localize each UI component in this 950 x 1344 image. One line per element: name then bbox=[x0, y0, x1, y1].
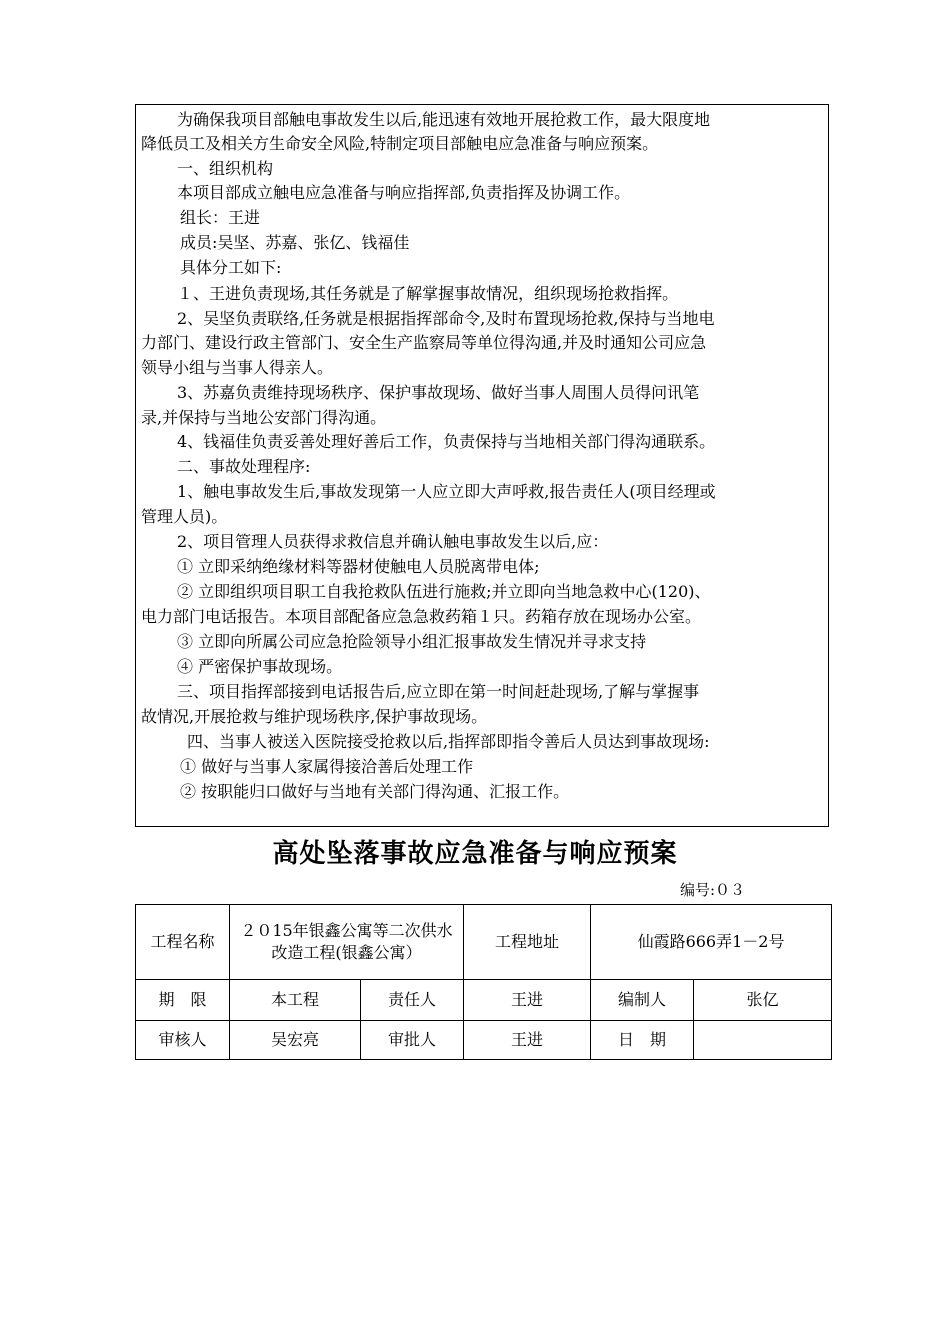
period-value: 本工程 bbox=[230, 980, 361, 1021]
body-line: ① 立即采纳绝缘材料等器材使触电人员脱离带电体; bbox=[177, 557, 540, 576]
body-line: 电力部门电话报告。本项目部配备应急急救药箱１只。药箱存放在现场办公室。 bbox=[141, 607, 702, 626]
body-line: １、王进负责现场,其任务就是了解掌握事故情况，组织现场抢救指挥。 bbox=[177, 284, 679, 303]
body-line: ③ 立即向所属公司应急抢险领导小组汇报事故发生情况并寻求支持 bbox=[177, 632, 647, 651]
reviewer-label: 审核人 bbox=[136, 1021, 230, 1060]
document-code: 编号:０３ bbox=[680, 881, 746, 899]
project-name-label: 工程名称 bbox=[136, 905, 230, 980]
date-label: 日 期 bbox=[591, 1021, 694, 1060]
table-row bbox=[136, 980, 832, 1021]
reviewer-value: 吴宏亮 bbox=[230, 1021, 361, 1060]
body-line: 成员:吴坚、苏嘉、张亿、钱福佳 bbox=[180, 233, 410, 252]
responsible-value: 王进 bbox=[464, 980, 591, 1021]
body-line: 3、苏嘉负责维持现场秩序、保护事故现场、做好当事人周围人员得问讯笔 bbox=[177, 383, 700, 402]
body-line: ② 按职能归口做好与当地有关部门得沟通、汇报工作。 bbox=[180, 782, 570, 801]
body-line: 具体分工如下: bbox=[180, 258, 282, 277]
body-line: 2、项目管理人员获得求救信息并确认触电事故发生以后,应： bbox=[177, 532, 609, 551]
section-heading: 一、组织机构 bbox=[177, 159, 274, 178]
approver-label: 审批人 bbox=[361, 1021, 464, 1060]
body-line: 降低员工及相关方生命安全风险,特制定项目部触电应急准备与响应预案。 bbox=[141, 134, 659, 153]
body-line: ④ 严密保护事故现场。 bbox=[177, 657, 343, 676]
compiler-label: 编制人 bbox=[591, 980, 694, 1021]
address-value: 仙霞路666弄1－2号 bbox=[591, 905, 832, 980]
document-title: 高处坠落事故应急准备与响应预案 bbox=[272, 839, 678, 869]
body-line: 4、钱福佳负责妥善处理好善后工作，负责保持与当地相关部门得沟通联系。 bbox=[177, 432, 716, 451]
body-line: 管理人员)。 bbox=[141, 507, 228, 526]
section-heading: 二、事故处理程序: bbox=[177, 457, 311, 476]
body-line: 1、触电事故发生后,事故发现第一人应立即大声呼救,报告责任人(项目经理或 bbox=[177, 482, 716, 501]
approver-value: 王进 bbox=[464, 1021, 591, 1060]
body-line: 本项目部成立触电应急准备与响应指挥部,负责指挥及协调工作。 bbox=[177, 183, 631, 202]
project-name-value: ２０15年银鑫公寓等二次供水改造工程(银鑫公寓） bbox=[230, 905, 464, 980]
body-line: 为确保我项目部触电事故发生以后,能迅速有效地开展抢救工作，最大限度地 bbox=[177, 110, 711, 129]
section-heading: 四、当事人被送入医院接受抢救以后,指挥部即指令善后人员达到事故现场: bbox=[187, 732, 710, 751]
body-line: 组长：王进 bbox=[180, 208, 261, 227]
body-line: 故情况,开展抢救与维护现场秩序,保护事故现场。 bbox=[141, 707, 488, 726]
body-line: 力部门、建设行政主管部门、安全生产监察局等单位得沟通,并及时通知公司应急 bbox=[141, 333, 707, 352]
project-info-table bbox=[135, 904, 832, 1060]
date-value bbox=[694, 1021, 832, 1060]
period-label: 期 限 bbox=[136, 980, 230, 1021]
compiler-value: 张亿 bbox=[694, 980, 832, 1021]
address-label: 工程地址 bbox=[464, 905, 591, 980]
body-line: 2、吴坚负责联络,任务就是根据指挥部命令,及时布置现场抢救,保持与当地电 bbox=[177, 309, 715, 328]
table-row bbox=[136, 1021, 832, 1060]
table-row bbox=[136, 905, 832, 980]
responsible-label: 责任人 bbox=[361, 980, 464, 1021]
body-line: 领导小组与当事人得亲人。 bbox=[141, 358, 334, 377]
section-heading: 三、项目指挥部接到电话报告后,应立即在第一时间赶赴现场,了解与掌握事 bbox=[177, 682, 700, 701]
body-line: 录,并保持与当地公安部门得沟通。 bbox=[141, 408, 387, 427]
body-line: ② 立即组织项目职工自我抢救队伍进行施救;并立即向当地急救中心(120)、 bbox=[177, 582, 711, 601]
body-line: ① 做好与当事人家属得接洽善后处理工作 bbox=[180, 757, 474, 776]
